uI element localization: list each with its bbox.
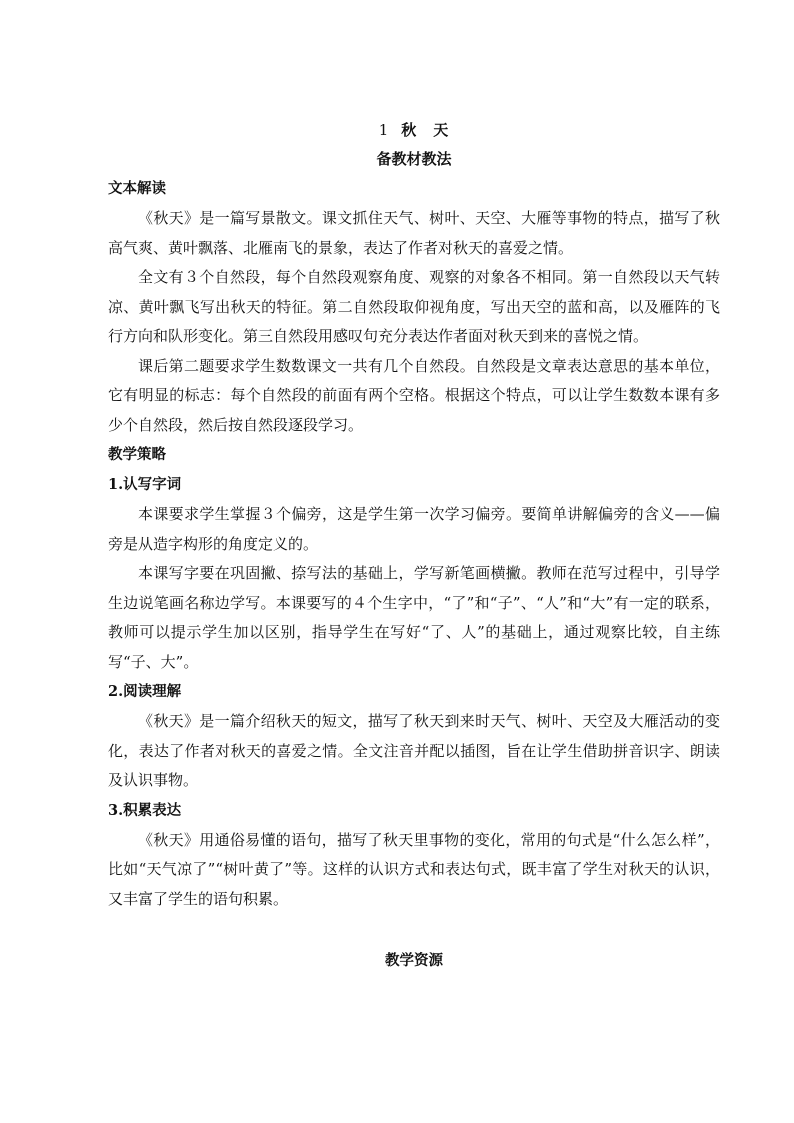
subheading-reading: 2.阅读理解 [108,683,182,700]
heading-resources: 教学资源 [385,952,443,969]
lesson-title [108,116,720,144]
paragraph: 本课要求学生掌握３个偏旁，这是学生第一次学习偏旁。要简单讲解偏旁的含义——偏旁是从造字构形的角度定义的。 [108,505,720,553]
paragraph: 《秋天》用通俗易懂的语句，描写了秋天里事物的变化，常用的句式是“什么怎么样”，比如“天气凉了”“树叶黄了”等。这样的认识方式和表达句式，既丰富了学生对秋天的认识，又丰富了学生的语句积累。 [108,830,720,908]
document-content [108,116,720,976]
paragraph: 本课写字要在巩固撇、捺写法的基础上，学写新笔画横撇。教师在范写过程中，引导学生边说笔画名称边学写。本课要写的４个生字中，“了”和“子”、“人”和“大”有一定的联系，教师可以提示学生加以区别，指导学生在写好“了、人”的基础上，通过观察比较，自主练写“子、大”。 [108,564,720,671]
subheading-expression: 3.积累表达 [108,801,182,819]
paragraph: 全文有３个自然段，每个自然段观察角度、观察的对象各不相同。第一自然段以天气转凉、黄叶飘飞写出秋天的特征。第二自然段取仰视角度，写出天空的蓝和高，以及雁阵的飞行方向和队形变化。第三自然段用感叹句充分表达作者面对秋天到来的喜悦之情。 [108,268,720,345]
heading-text-reading: 文本解读 [108,180,166,197]
lesson-title-text: 秋 天 [401,121,450,139]
paragraph: 课后第二题要求学生数数课文一共有几个自然段。自然段是文章表达意思的基本单位，它有明显的标志：每个自然段的前面有两个空格。根据这个特点，可以让学生数数本课有多少个自然段，然后按自然段逐段学习。 [108,356,720,434]
paragraph: 《秋天》是一篇写景散文。课文抓住天气、树叶、天空、大雁等事物的特点，描写了秋高气爽、黄叶飘落、北雁南飞的景象，表达了作者对秋天的喜爱之情。 [108,209,720,257]
section-spacer [108,914,720,946]
heading-strategy: 教学策略 [108,446,166,463]
lesson-number: 1 [378,121,390,139]
paragraph: 《秋天》是一篇介绍秋天的短文，描写了秋天到来时天气、树叶、天空及大雁活动的变化，表达了作者对秋天的喜爱之情。全文注音并配以插图，旨在让学生借助拼音识字、朗读及认识事物。 [108,712,720,789]
subheading-writing: 1.认写字词 [108,476,182,493]
section-subtitle: 备教材教法 [376,150,452,168]
